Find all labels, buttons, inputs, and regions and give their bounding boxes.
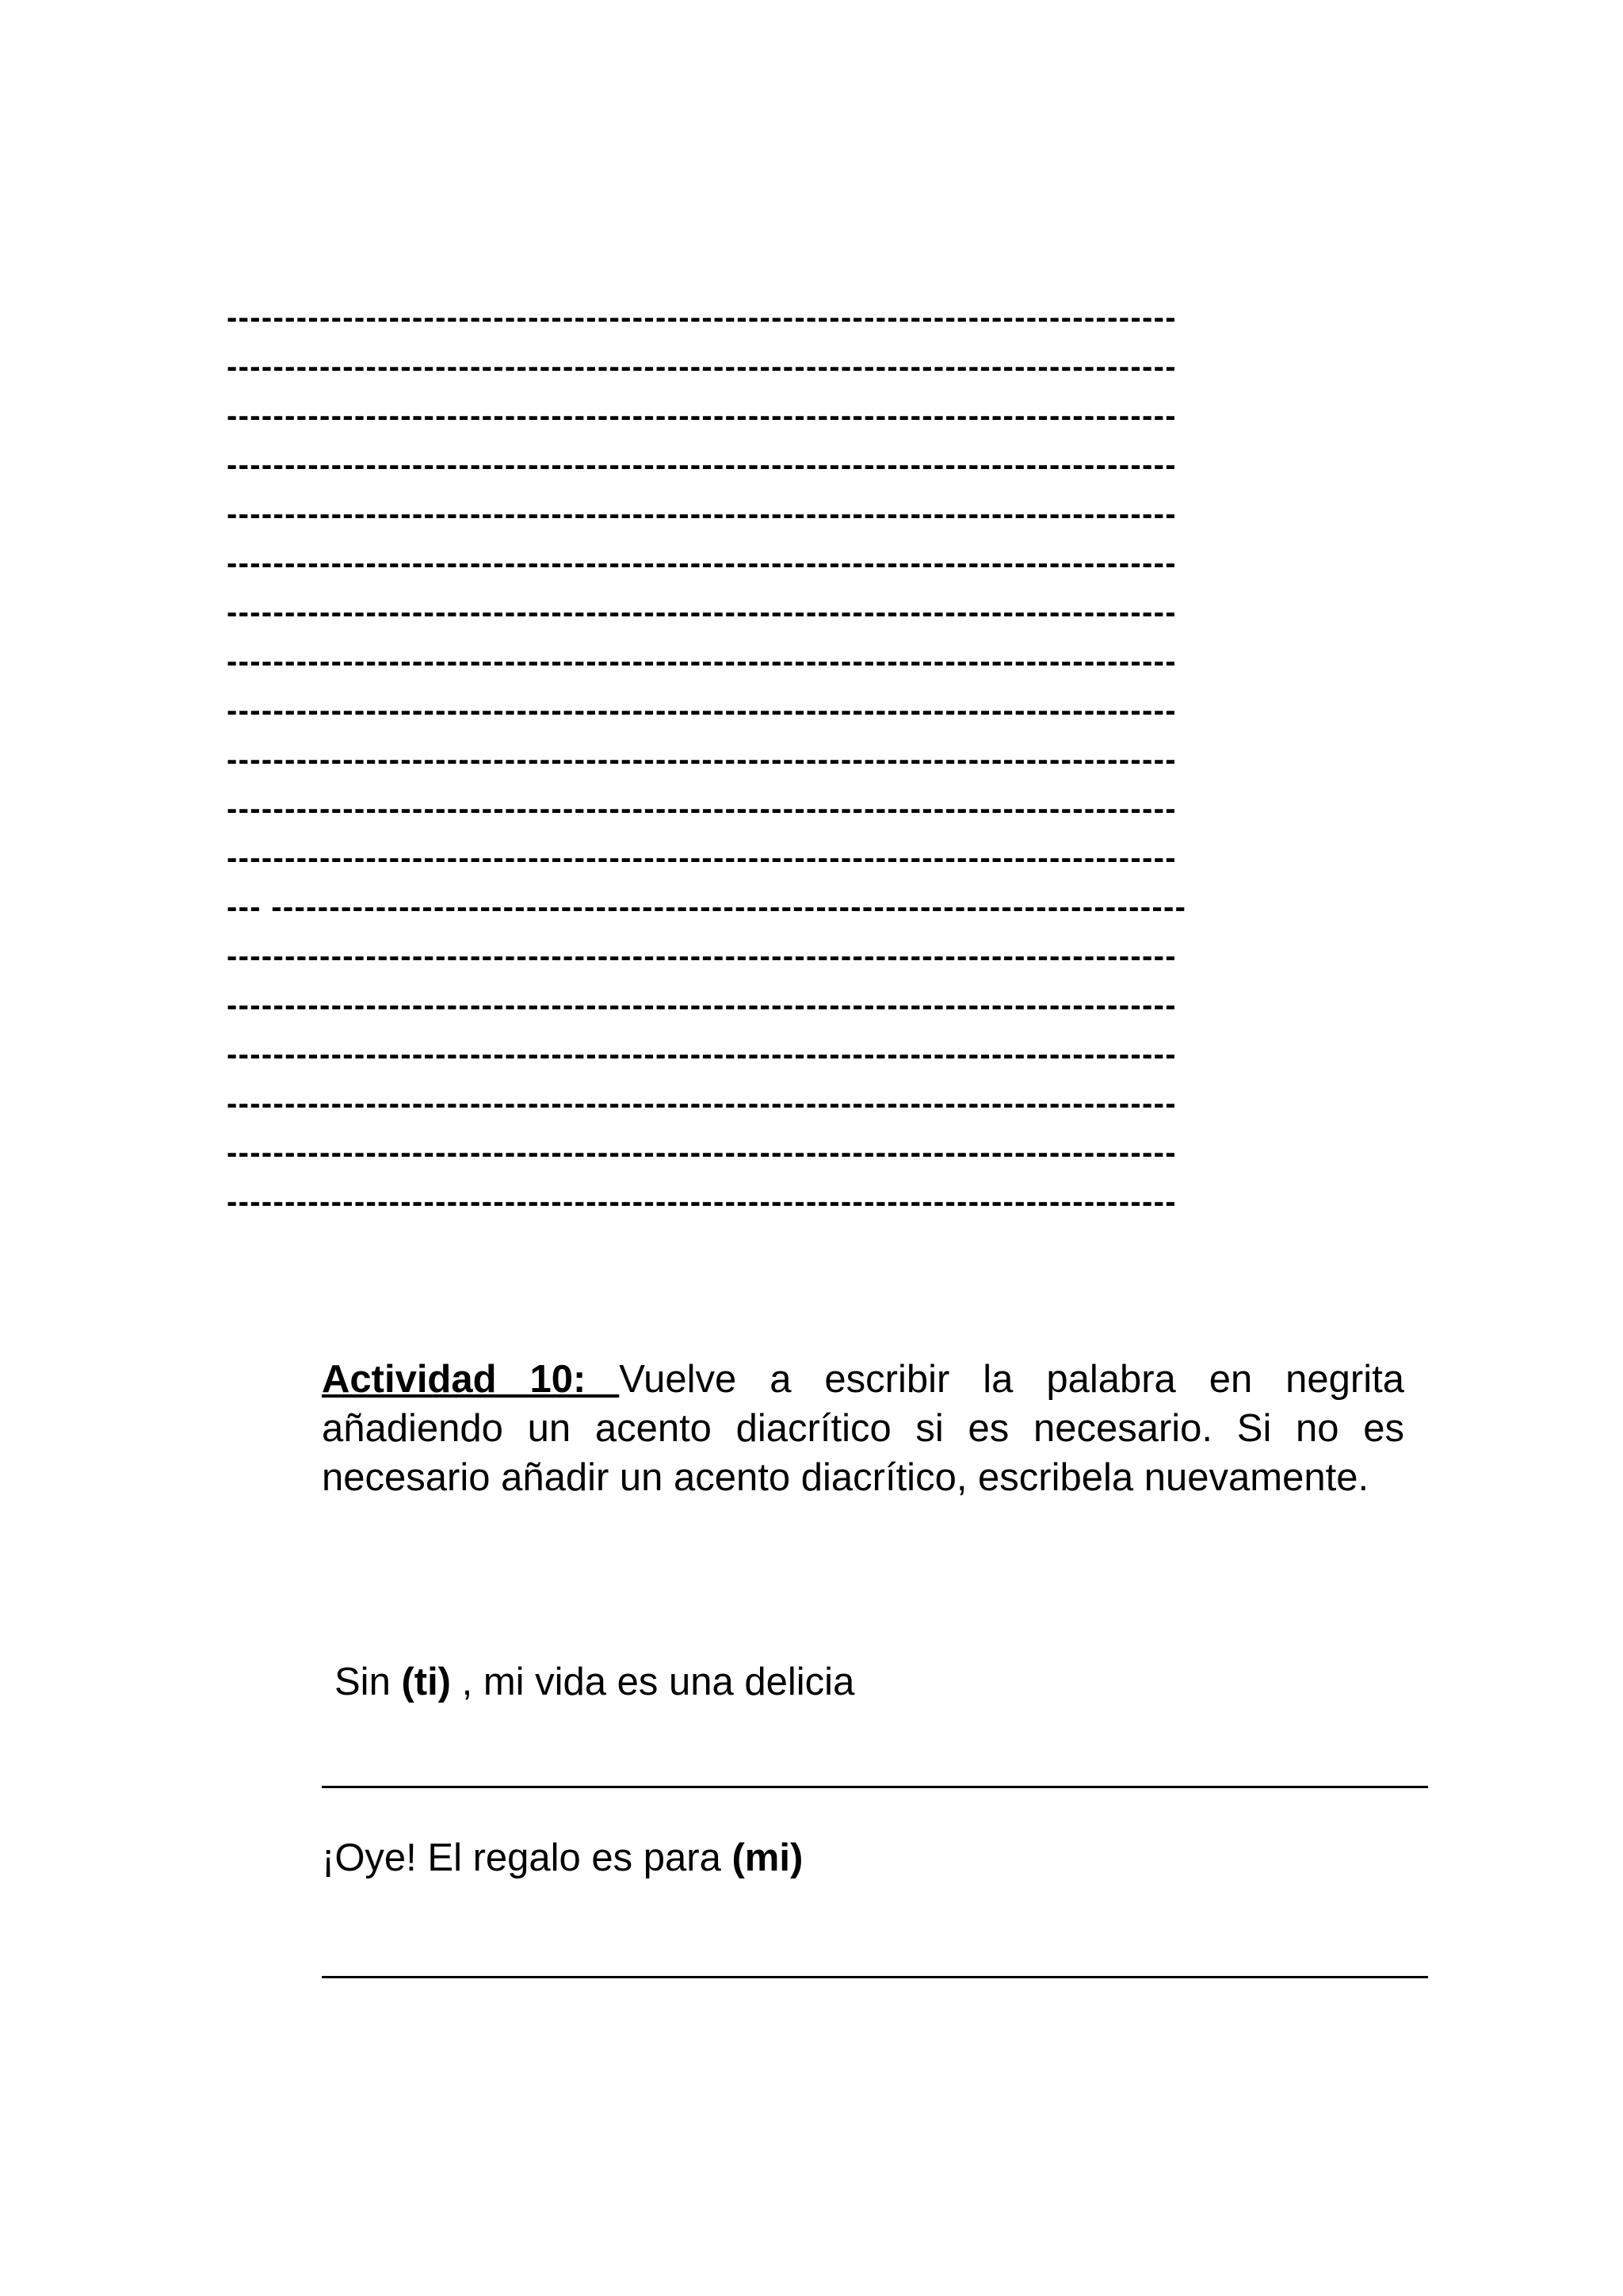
exercise-sentence-2 xyxy=(322,1833,803,1882)
dashed-line: ---------------------------------------------------------------------------------- xyxy=(227,546,1177,581)
sentence-text: Sin xyxy=(334,1661,402,1703)
answer-line-2[interactable] xyxy=(322,1976,1428,1978)
dashed-line: ---------------------------------------------------------------------------------- xyxy=(227,595,1177,630)
exercise-sentence-1 xyxy=(334,1657,854,1707)
dashed-line: ---------------------------------------------------------------------------------- xyxy=(227,1135,1177,1170)
dashed-line: ---------------------------------------------------------------------------------- xyxy=(227,644,1177,679)
sentence-text: ¡Oye! El regalo es para xyxy=(322,1836,732,1879)
dashed-line: ---------------------------------------------------------------------------------- xyxy=(227,1037,1177,1072)
dashed-line: ---------------------------------------------------------------------------------- xyxy=(227,988,1177,1023)
activity-instructions xyxy=(322,1355,1404,1502)
answer-line-1[interactable] xyxy=(322,1786,1428,1788)
dashed-line: ---------------------------------------------------------------------------------- xyxy=(227,1184,1177,1219)
bold-word: (ti) xyxy=(401,1661,452,1703)
dashed-line: ---------------------------------------------------------------------------------- xyxy=(227,693,1177,728)
dashed-line: ---------------------------------------------------------------------------------- xyxy=(227,841,1177,875)
dashed-line: ---------------------------------------------------------------------------------- xyxy=(227,448,1177,482)
activity-text: Vuelve a escribir la palabra en negrita añadiendo un acento diacrítico si es necesario. Si no es necesario añadir un acento diacrítico, escribela nuevamente. xyxy=(322,1358,1404,1499)
dashed-line: ---------------------------------------------------------------------------------- xyxy=(227,742,1177,777)
dashed-line: ---------------------------------------------------------------------------------- xyxy=(227,399,1177,433)
dashed-line: ---------------------------------------------------------------------------------- xyxy=(227,497,1177,532)
dashed-line: ---------------------------------------------------------------------------------- xyxy=(227,939,1177,974)
dashed-line: ---------------------------------------------------------------------------------- xyxy=(227,791,1177,826)
sentence-text: , mi vida es una delicia xyxy=(451,1661,855,1703)
dashed-line: ---------------------------------------------------------------------------------- xyxy=(227,1086,1177,1121)
dashed-line: --- ------------------------------------------------------------------------------- xyxy=(227,890,1187,925)
dashed-line: ---------------------------------------------------------------------------------- xyxy=(227,349,1177,384)
dashed-line: ---------------------------------------------------------------------------------- xyxy=(227,300,1177,335)
bold-word: (mi) xyxy=(731,1836,804,1879)
activity-title: Actividad 10: xyxy=(322,1358,620,1401)
dashed-writing-lines xyxy=(227,293,1415,1226)
